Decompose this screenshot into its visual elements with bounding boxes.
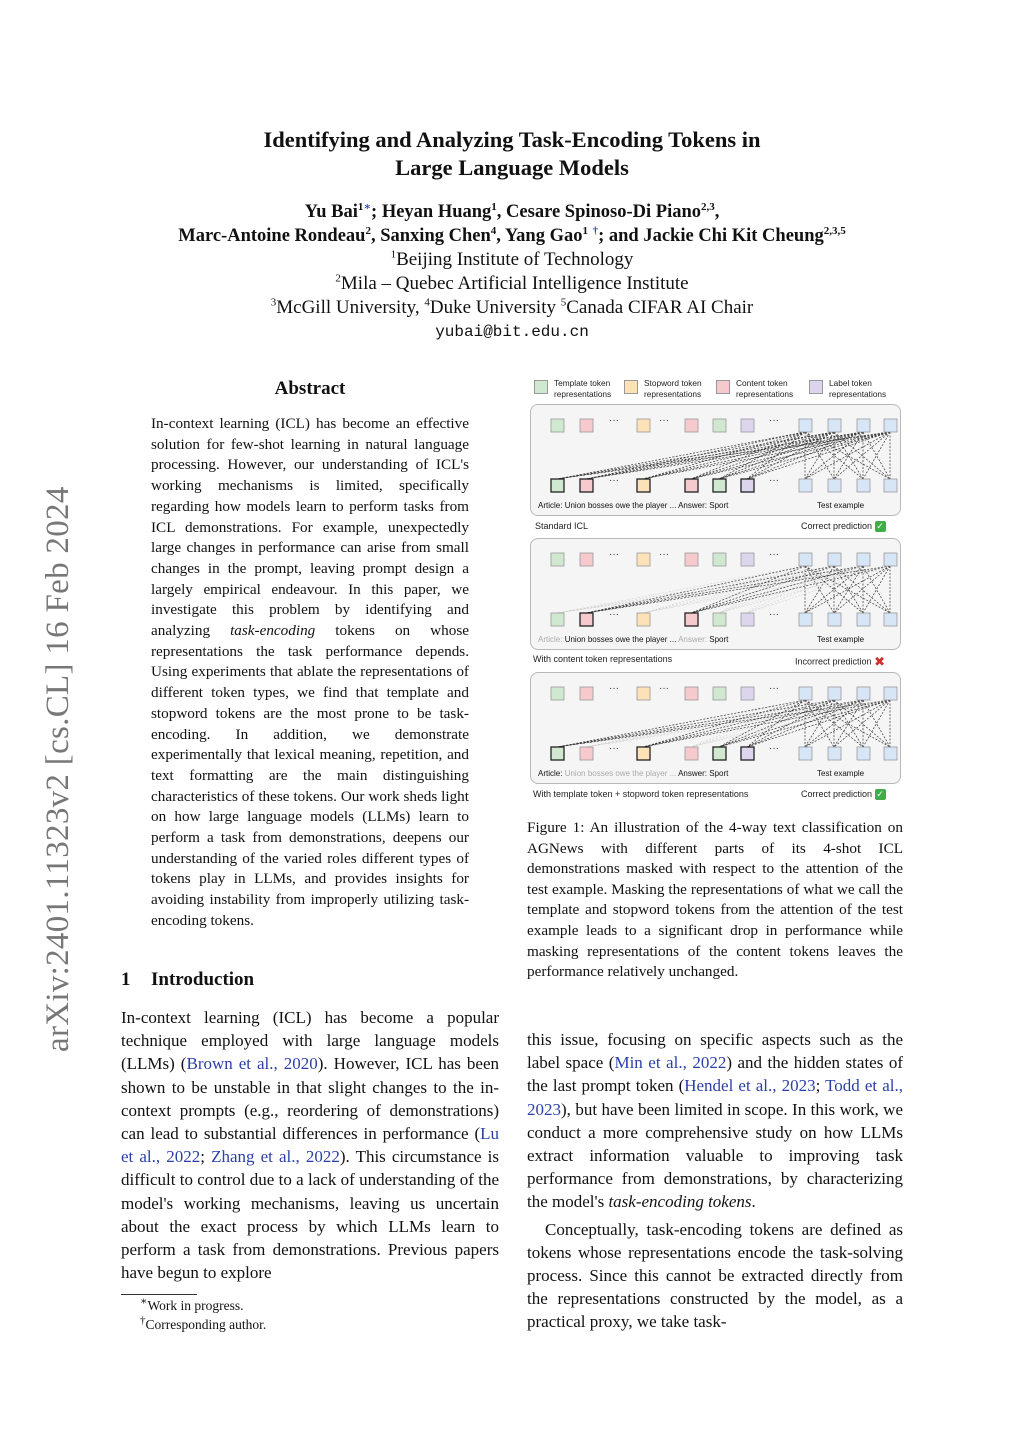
token-square-top: [580, 687, 593, 700]
attention-line: [691, 700, 863, 747]
attention-line: [557, 432, 834, 479]
ellipsis: ···: [659, 549, 669, 560]
attention-line: [719, 700, 890, 747]
citation-link[interactable]: Min et al., 2022: [614, 1053, 727, 1073]
token-square-bottom: [741, 613, 754, 626]
attention-line: [586, 432, 863, 479]
citation-link[interactable]: Hendel et al., 2023: [684, 1076, 816, 1096]
token-square-top: [884, 419, 897, 432]
attention-line: [691, 432, 890, 479]
attention-diagram: [531, 673, 900, 783]
token-square-top: [637, 553, 650, 566]
affiliation-1: $^1$Beijing Institute of Technology: [390, 248, 634, 270]
citation-link[interactable]: Lu et al., 2022: [121, 1124, 499, 1167]
author-name: Sanxing Chen: [380, 226, 491, 246]
author-name: Yang Gao: [504, 226, 583, 246]
ellipsis: ···: [769, 415, 779, 426]
token-square-bottom: [828, 613, 841, 626]
affiliation-2: $^2$Mila – Quebec Artificial Intelligence Institute: [335, 272, 689, 294]
attention-line: [691, 432, 805, 479]
attention-diagram: [531, 405, 900, 515]
title-line-2: Large Language Models: [395, 155, 629, 180]
token-square-bottom: [713, 613, 726, 626]
citation-link[interactable]: Todd et al., 2023: [527, 1076, 903, 1119]
legend-content: Content token representations: [736, 378, 793, 400]
attention-line: [691, 700, 890, 747]
token-square-top: [637, 687, 650, 700]
token-square-bottom: [857, 747, 870, 760]
attention-line: [719, 432, 890, 479]
footnote-2: †Corresponding author.: [140, 1314, 267, 1332]
token-square-bottom: [828, 479, 841, 492]
affiliations: [0, 248, 1024, 344]
token-square-top: [884, 687, 897, 700]
token-square-top: [741, 553, 754, 566]
author-sup: 4: [490, 224, 497, 237]
attention-line: [691, 566, 834, 613]
token-square-bottom: [884, 747, 897, 760]
check-icon: ✓: [876, 521, 884, 532]
token-square-top: [637, 419, 650, 432]
attention-line: [691, 432, 863, 479]
email[interactable]: yubai@bit.edu.cn: [435, 323, 589, 341]
paper-title: [0, 126, 1024, 182]
token-square-bottom: [685, 479, 698, 492]
token-square-top: [551, 553, 564, 566]
article-label: Article:: [538, 635, 563, 644]
footnote-1: ∗Work in progress.: [140, 1295, 244, 1313]
attention-line: [586, 700, 863, 747]
attention-line: [557, 566, 834, 613]
ellipsis: ···: [769, 683, 779, 694]
ellipsis: ···: [609, 415, 619, 426]
attention-line: [747, 432, 890, 479]
token-square-top: [580, 419, 593, 432]
answer-label: Answer:: [678, 501, 707, 510]
attention-line: [691, 700, 834, 747]
author-sup: 2,3: [701, 200, 715, 213]
panel-label-template-stopword: With template token + stopword token representations: [533, 789, 749, 799]
test-example-label: Test example: [817, 635, 865, 644]
token-square-bottom: [799, 613, 812, 626]
figure-caption: Figure 1: An illustration of the 4-way text classification on AGNews with different parts of its 4-shot ICL demonstrations masked with respect to the attention of the test example. Masking the representations of what we call the template and stopword tokens from the attention of the test example leads to a significant drop in performance while masking representations of the content tokens leaves the performance relatively unchanged.: [527, 819, 903, 981]
token-square-bottom: [741, 747, 754, 760]
attention-diagram: [531, 539, 900, 649]
section-heading-introduction: 1 Introduction: [121, 969, 255, 990]
check-icon: ✓: [876, 789, 884, 800]
paragraph: Conceptually, task-encoding tokens are defined as tokens whose representations encode the task-solving process. Since this cannot be extracted directly from the representations constructed by the model, as a practical proxy, we take task-: [527, 1219, 903, 1332]
author-name: Cesare Spinoso-Di Piano: [506, 202, 702, 222]
footnote-rule: [121, 1294, 197, 1295]
token-square-top: [551, 419, 564, 432]
token-square-bottom: [828, 747, 841, 760]
attention-line: [747, 700, 890, 747]
answer-label: Answer:: [678, 769, 707, 778]
title-line-1: Identifying and Analyzing Task-Encoding Tokens in: [263, 127, 761, 152]
ellipsis: ···: [769, 475, 779, 486]
token-square-bottom: [799, 479, 812, 492]
token-square-top: [551, 687, 564, 700]
token-square-bottom: [884, 613, 897, 626]
panel-result-standard: Correct prediction ✓: [801, 521, 884, 532]
attention-line: [691, 566, 863, 613]
authors-line-1: Yu Bai$^{1∗}$; Heyan Huang$^1$, Cesare Spinoso-Di Piano$^{2,3}$,: [304, 200, 720, 222]
author-name: Yu Bai: [304, 202, 358, 222]
article-label: Article:: [538, 501, 563, 510]
article-content: Union bosses owe the player ...: [564, 635, 677, 644]
ellipsis: ···: [609, 609, 619, 620]
attention-line: [557, 700, 890, 747]
legend-label: Label token representations: [829, 378, 886, 400]
token-square-top: [580, 553, 593, 566]
token-square-bottom: [637, 747, 650, 760]
ellipsis: ···: [659, 683, 669, 694]
token-square-top: [685, 687, 698, 700]
token-square-top: [799, 553, 812, 566]
legend-stopword: Stopword token representations: [644, 378, 702, 400]
abstract-heading: Abstract: [274, 378, 346, 399]
right-column-body: [527, 1028, 903, 1334]
token-square-top: [828, 419, 841, 432]
answer-value: Sport: [709, 501, 729, 510]
token-square-top: [857, 553, 870, 566]
token-square-top: [685, 553, 698, 566]
token-square-top: [828, 687, 841, 700]
token-square-top: [741, 419, 754, 432]
token-square-top: [685, 419, 698, 432]
footnote-link[interactable]: †: [592, 224, 599, 237]
token-square-bottom: [551, 479, 564, 492]
attention-line: [691, 566, 890, 613]
token-square-bottom: [741, 479, 754, 492]
arxiv-identifier: arXiv:2401.11323v2 [cs.CL] 16 Feb 2024: [40, 486, 76, 1052]
citation-link[interactable]: Zhang et al., 2022: [211, 1147, 340, 1167]
attention-line: [557, 566, 890, 613]
ellipsis: ···: [659, 415, 669, 426]
author-sup: 2,3,5: [823, 224, 846, 237]
author-sup: 1: [357, 200, 364, 213]
token-square-top: [799, 419, 812, 432]
ellipsis: ···: [609, 683, 619, 694]
article-content: Union bosses owe the player ...: [564, 501, 677, 510]
panel-label-content: With content token representations: [533, 654, 673, 664]
token-square-bottom: [857, 613, 870, 626]
ellipsis: ···: [609, 743, 619, 754]
attention-line: [691, 566, 805, 613]
author-sup: 1: [582, 224, 588, 237]
author-name: Marc-Antoine Rondeau: [178, 226, 366, 246]
figure-panel: [530, 538, 901, 650]
token-square-bottom: [580, 479, 593, 492]
author-sup: 1: [491, 200, 497, 213]
token-square-bottom: [637, 613, 650, 626]
panel-label-standard: Standard ICL: [535, 521, 589, 531]
prompt-text-row: [538, 635, 728, 644]
token-square-top: [741, 687, 754, 700]
attention-line: [557, 432, 890, 479]
token-square-top: [857, 419, 870, 432]
attention-line: [747, 700, 805, 747]
token-square-bottom: [637, 479, 650, 492]
ellipsis: ···: [769, 549, 779, 560]
paragraph: this issue, focusing on specific aspects such as the label space (Min et al., 2022) and the hidden states of the last prompt token (Hendel et al., 2023; Todd et al., 2023), but have been limited in scope. In this work, we conduct a more comprehensive study on how LLMs extract information valuable to improving task performance from demonstrations, by characterizing the model's task-encoding tokens.: [527, 1030, 903, 1212]
prompt-text-row: [538, 501, 728, 510]
abstract-body: In-context learning (ICL) has become an effective solution for few-shot learning in natural language processing. However, our understanding of ICL's working mechanisms is limited, specifically regarding how models learn to perform tasks from ICL demonstrations. For example, unexpectedly large changes in performance can arise from small changes in the prompt, leaving prompt design a largely empirical endeavour. In this paper, we investigate this problem by identifying and analyzing task-encoding tokens on whose representations the task performance depends. Using experiments that ablate the representations of different token types, we find that template and stopword tokens are the most prone to be task-encoding. In addition, we demonstrate experimentally that lexical meaning, repetition, and text formatting are the main distinguishing characteristics of these tokens. Our work sheds light on how large language models (LLMs) learn to perform a task from demonstrations, deepens our understanding of the varied roles different types of tokens play in LLMs, and provides insights for avoiding instability from improperly utilizing task-encoding tokens.: [151, 415, 469, 929]
authors-line-2: Marc-Antoine Rondeau$^2$, Sanxing Chen$^4$, Yang Gao$^1$ †; and Jackie Chi Kit Cheung$^{2,3,5}$: [178, 224, 846, 246]
test-example-label: Test example: [817, 501, 865, 510]
token-square-top: [828, 553, 841, 566]
attention-line: [586, 566, 863, 613]
ellipsis: ···: [769, 743, 779, 754]
token-square-top: [799, 687, 812, 700]
answer-label: Answer:: [678, 635, 707, 644]
answer-value: Sport: [709, 635, 729, 644]
token-square-top: [884, 553, 897, 566]
attention-line: [691, 700, 805, 747]
token-square-top: [713, 687, 726, 700]
token-square-bottom: [551, 613, 564, 626]
attention-line: [691, 432, 834, 479]
token-square-top: [713, 553, 726, 566]
figure-panel: [530, 404, 901, 516]
token-square-top: [713, 419, 726, 432]
footnote-link[interactable]: ∗: [363, 200, 372, 213]
token-square-bottom: [685, 613, 698, 626]
legend-template: Template token representations: [554, 378, 611, 400]
token-square-bottom: [551, 747, 564, 760]
token-square-bottom: [799, 747, 812, 760]
attention-line: [557, 432, 863, 479]
token-square-bottom: [580, 613, 593, 626]
author-name: and Jackie Chi Kit Cheung: [608, 226, 824, 246]
affiliation-3: $^3$McGill University, $^4$Duke University $^5$Canada CIFAR AI Chair: [270, 296, 754, 318]
attention-line: [747, 432, 805, 479]
test-example-label: Test example: [817, 769, 865, 778]
panel-result-content: Incorrect prediction ✖: [795, 654, 885, 669]
token-square-bottom: [713, 479, 726, 492]
ellipsis: ···: [609, 475, 619, 486]
attention-line: [719, 566, 890, 613]
answer-value: Sport: [709, 769, 729, 778]
attention-line: [747, 566, 890, 613]
attention-line: [557, 700, 834, 747]
article-label: Article:: [538, 769, 563, 778]
author-name: Heyan Huang: [381, 202, 492, 222]
attention-line: [557, 566, 863, 613]
token-square-bottom: [685, 747, 698, 760]
citation-link[interactable]: Brown et al., 2020: [186, 1054, 318, 1074]
token-square-top: [857, 687, 870, 700]
author-sup: 2: [365, 224, 371, 237]
token-square-bottom: [884, 479, 897, 492]
token-square-bottom: [713, 747, 726, 760]
prompt-text-row: [538, 769, 728, 778]
article-content: Union bosses owe the player ...: [564, 769, 677, 778]
token-square-bottom: [580, 747, 593, 760]
ellipsis: ···: [769, 609, 779, 620]
figure-panel: [530, 672, 901, 784]
ellipsis: ···: [609, 549, 619, 560]
introduction-body: In-context learning (ICL) has become a popular technique employed with large language models (LLMs) (Brown et al., 2020). However, ICL has been shown to be unstable in that slight changes to the in-context prompts (e.g., reordering of demonstrations) can lead to substantial differences in performance (Lu et al., 2022; Zhang et al., 2022). This circumstance is difficult to control due to a lack of understanding of the model's working mechanisms, leaving us uncertain about the exact process by which LLMs learn to perform a task from demonstrations. Previous papers have begun to explore: [121, 1008, 500, 1283]
attention-line: [747, 566, 805, 613]
panel-result-template-stopword: Correct prediction ✓: [801, 789, 884, 800]
cross-icon: ✖: [874, 654, 885, 669]
attention-line: [557, 700, 863, 747]
token-square-bottom: [857, 479, 870, 492]
author-list: [0, 200, 1024, 248]
